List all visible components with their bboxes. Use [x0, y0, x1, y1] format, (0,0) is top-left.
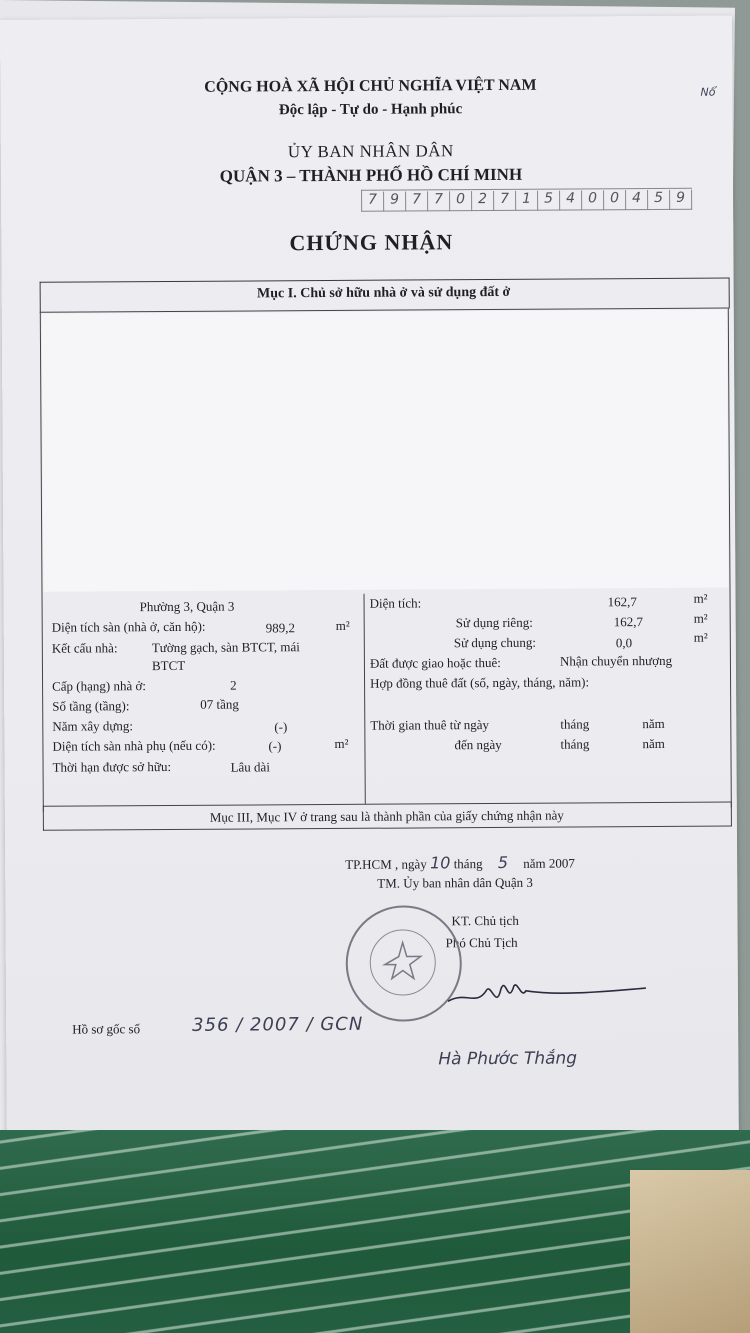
lease-to-label: đến ngày — [454, 736, 502, 753]
section1-heading: Mục I. Chủ sở hữu nhà ở và sử dụng đất ở — [256, 284, 511, 302]
aux-area-unit: m² — [334, 735, 349, 751]
land-area-unit: m² — [693, 590, 708, 606]
certificate-page — [0, 16, 739, 1195]
allocation-label: Đất được giao hoặc thuê: — [369, 654, 501, 671]
footer-right-border — [731, 802, 732, 827]
republic-heading: CỘNG HOÀ XÃ HỘI CHỦ NGHĨA VIỆT NAM — [204, 76, 537, 96]
district-heading: QUẬN 3 – THÀNH PHỐ HỒ CHÍ MINH — [219, 164, 523, 186]
lease-contract-label: Hợp đồng thuê đất (số, ngày, tháng, năm): — [370, 674, 590, 691]
structure-label: Kết cấu nhà: — [51, 640, 118, 656]
authority: TM. Ủy ban nhân dân Quận 3 — [377, 874, 533, 891]
serial-digit: 7 — [428, 191, 450, 211]
signing-city: TP.HCM — [345, 856, 392, 872]
lease-to-month-label: tháng — [560, 736, 590, 752]
serial-digit: 1 — [516, 191, 538, 211]
aux-area-value: (-) — [268, 738, 282, 754]
lease-from-year-label: năm — [642, 715, 665, 732]
floor-area-label: Diện tích sàn (nhà ở, căn hộ): — [51, 618, 206, 635]
serial-digit: 4 — [560, 190, 582, 210]
ownership-term-label: Thời hạn được sở hữu: — [52, 758, 172, 775]
aux-area-label: Diện tích sàn nhà phụ (nếu có): — [52, 737, 216, 754]
committee-heading: ỦY BAN NHÂN DÂN — [287, 141, 454, 162]
land-area-label: Diện tích: — [369, 595, 422, 611]
land-area-value: 162,7 — [607, 594, 637, 610]
day-value: 10 — [429, 853, 451, 873]
certificate-title: CHỨNG NHẬN — [289, 229, 454, 256]
serial-digit: 7 — [362, 192, 384, 212]
serial-digit: 4 — [626, 190, 648, 210]
for-chair: KT. Chủ tịch — [451, 912, 519, 929]
private-use-unit: m² — [693, 610, 708, 626]
serial-digit: 7 — [406, 191, 428, 211]
official-seal — [345, 905, 462, 1022]
year-label: năm — [523, 855, 546, 871]
private-use-value: 162,7 — [613, 614, 643, 630]
signer-name: Hà Phước Thắng — [438, 1048, 578, 1070]
address: Phường 3, Quận 3 — [139, 598, 235, 615]
serial-digit: 7 — [494, 191, 516, 211]
shared-use-unit: m² — [693, 629, 708, 645]
serial-digit: 9 — [384, 192, 406, 212]
lease-from-label: Thời gian thuê từ ngày — [370, 717, 489, 733]
grade-label: Cấp (hạng) nhà ở: — [52, 678, 147, 694]
ownership-term-value: Lâu dài — [230, 759, 270, 775]
footer-note: Mục III, Mục IV ở trang sau là thành phần của giấy chứng nhận này — [209, 807, 564, 825]
column-divider — [364, 594, 366, 804]
floors-value: 07 tầng — [200, 696, 239, 712]
year-built-label: Năm xây dựng: — [52, 718, 134, 734]
allocation-value: Nhận chuyển nhượng — [559, 652, 673, 669]
redacted-owner-area — [42, 310, 729, 592]
serial-digit: 2 — [472, 191, 494, 211]
shared-use-label: Sử dụng chung: — [453, 634, 537, 651]
month-label: tháng — [453, 856, 483, 872]
record-number: 356 / 2007 / GCN — [192, 1013, 364, 1036]
month-value: 5 — [497, 852, 509, 872]
year-value: 2007 — [548, 855, 575, 871]
section1-right-border — [728, 308, 732, 808]
serial-digit: 5 — [538, 191, 560, 211]
star-emblem-icon — [371, 930, 435, 994]
serial-number — [361, 188, 692, 212]
motto: Độc lập - Tự do - Hạnh phúc — [278, 101, 463, 119]
private-use-label: Sử dụng riêng: — [455, 614, 533, 631]
serial-digit: 5 — [648, 190, 670, 210]
lease-from-month-label: tháng — [560, 716, 590, 732]
serial-digit: 9 — [670, 190, 692, 210]
serial-digit: 0 — [450, 191, 472, 211]
background-surface — [630, 1170, 750, 1333]
record-label: Hồ sơ gốc số — [72, 1021, 141, 1037]
floor-area-unit: m² — [335, 617, 350, 633]
day-label: , ngày — [394, 856, 427, 872]
signing-date — [345, 853, 575, 873]
floor-area-value: 989,2 — [265, 620, 296, 636]
serial-digit: 0 — [604, 190, 626, 210]
footer-bottom-border — [43, 826, 732, 831]
vice-chair: Phó Chủ Tịch — [445, 934, 518, 951]
shared-use-value: 0,0 — [615, 635, 633, 651]
seal-emblem — [370, 929, 436, 995]
serial-digit: 0 — [582, 190, 604, 210]
structure-value-cont: BTCT — [151, 657, 186, 674]
floors-label: Số tầng (tầng): — [52, 698, 130, 714]
year-built-value: (-) — [274, 719, 288, 735]
grade-value: 2 — [230, 677, 237, 693]
footer-top-border — [43, 802, 732, 807]
signature-stroke — [446, 960, 656, 1021]
structure-value: Tường gạch, sàn BTCT, mái — [151, 639, 300, 656]
lease-to-year-label: năm — [642, 735, 665, 752]
margin-note: Nổ — [700, 85, 716, 99]
